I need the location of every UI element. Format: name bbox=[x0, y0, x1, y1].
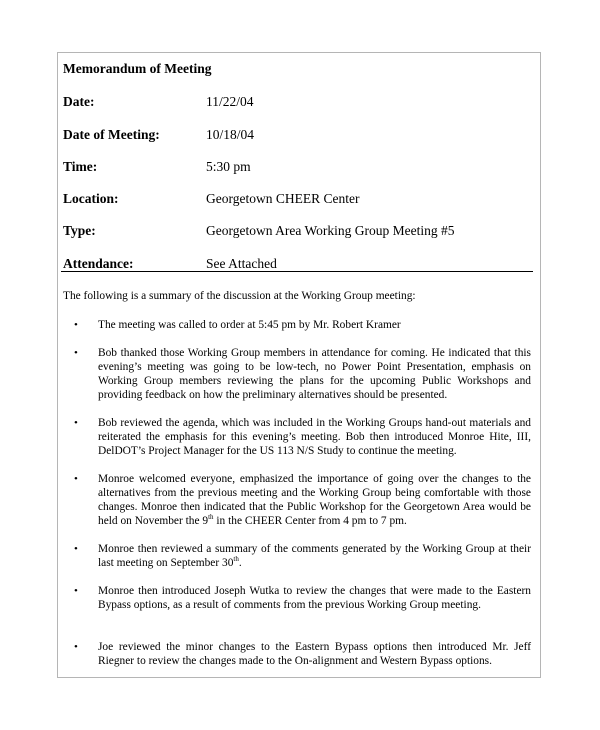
field-value: Georgetown CHEER Center bbox=[206, 191, 360, 206]
list-item bbox=[74, 472, 531, 528]
list-item-text: Joe reviewed the minor changes to the Eastern Bypass options then introduced Mr. Jeff Riegner to review the changes made to the On-alignment and Western Bypass options. bbox=[98, 641, 531, 667]
field-label: Location: bbox=[63, 191, 119, 206]
list-item bbox=[74, 318, 531, 332]
header-divider bbox=[61, 271, 533, 272]
list-item-text-end: in the CHEER Center from 4 pm to 7 pm. bbox=[213, 515, 407, 527]
field-row-date bbox=[63, 94, 533, 112]
list-item bbox=[74, 542, 531, 570]
bullet-icon: • bbox=[74, 417, 78, 429]
field-label: Date: bbox=[63, 94, 95, 109]
memo-title: Memorandum of Meeting bbox=[63, 61, 212, 76]
field-value: See Attached bbox=[206, 256, 277, 271]
list-item bbox=[74, 640, 531, 668]
field-value: Georgetown Area Working Group Meeting #5 bbox=[206, 223, 455, 238]
field-value: 5:30 pm bbox=[206, 159, 251, 174]
bullet-icon: • bbox=[74, 347, 78, 359]
field-label: Date of Meeting: bbox=[63, 127, 160, 142]
list-item-text: Monroe then introduced Joseph Wutka to review the changes that were made to the Eastern Bypass options, as a result of comments from the previous Working Group meeting. bbox=[98, 585, 531, 611]
bullet-icon: • bbox=[74, 473, 78, 485]
bullet-icon: • bbox=[74, 585, 78, 597]
field-label: Time: bbox=[63, 159, 98, 174]
field-row-location bbox=[63, 191, 533, 209]
ordinal-suffix: th bbox=[233, 555, 239, 564]
list-item bbox=[74, 416, 531, 458]
list-item-text-start: Monroe welcomed everyone, emphasized the importance of going over the changes to the alternatives from the previous meeting and the Working Group being comfortable with those changes. Monroe then indicated that the Public Workshop for the Georgetown Area would be held on November the 9 bbox=[98, 473, 531, 527]
summary-intro: The following is a summary of the discussion at the Working Group meeting: bbox=[63, 290, 416, 302]
list-item bbox=[74, 584, 531, 612]
ordinal-suffix: th bbox=[208, 513, 214, 522]
field-value: 11/22/04 bbox=[206, 94, 254, 109]
field-label: Attendance: bbox=[63, 256, 134, 271]
list-item-text: Bob reviewed the agenda, which was included in the Working Groups hand-out materials and reiterated the emphasis for this evening’s meeting. Bob then introduced Monroe Hite, III, DelDOT’s Project Manager for the US 113 N/S Study to continue the meeting. bbox=[98, 417, 531, 457]
bullet-icon: • bbox=[74, 319, 78, 331]
list-item-text: Bob thanked those Working Group members in attendance for coming. He indicated that this evening’s meeting was going to be low-tech, no Power Point Presentation, emphasis on Working Group members reviewing the plans for the upcoming Public Workshops and providing feedback on how the preliminary alternatives should be presented. bbox=[98, 347, 531, 401]
bullet-icon: • bbox=[74, 543, 78, 555]
list-item-text-end: . bbox=[238, 557, 242, 569]
field-row-date-of-meeting bbox=[63, 127, 533, 145]
list-item-text: The meeting was called to order at 5:45 pm by Mr. Robert Kramer bbox=[98, 319, 401, 331]
list-item-text-start: Monroe then reviewed a summary of the comments generated by the Working Group at their last meeting on September 30 bbox=[98, 543, 531, 569]
field-label: Type: bbox=[63, 223, 96, 238]
bullet-icon: • bbox=[74, 641, 78, 653]
field-value: 10/18/04 bbox=[206, 127, 255, 142]
list-item bbox=[74, 346, 531, 402]
field-row-time bbox=[63, 159, 533, 177]
field-row-type bbox=[63, 223, 533, 241]
